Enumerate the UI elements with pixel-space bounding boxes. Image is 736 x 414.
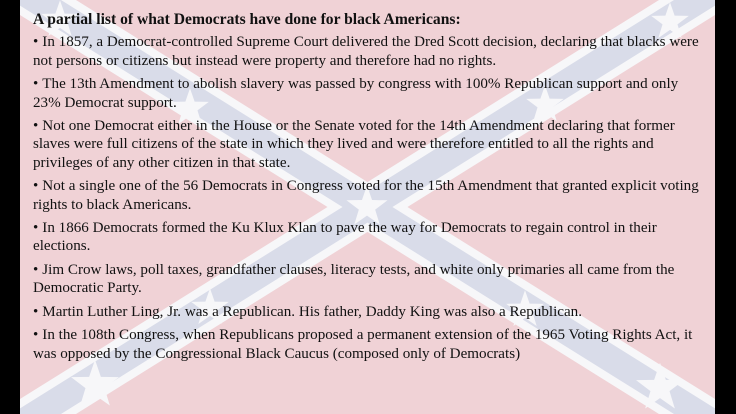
bullet-item (33, 33, 705, 70)
bullet-dot-icon: • (33, 34, 39, 51)
bullet-text: In 1857, a Democrat-controlled Supreme Court delivered the Dred Scott decision, declaring that blacks were not persons or citizens but instead were property and therefore had no rights. (33, 34, 699, 69)
bullet-item (33, 326, 705, 363)
bullet-text: The 13th Amendment to abolish slavery was passed by congress with 100% Republican support and only 23% Democrat support. (33, 76, 679, 111)
bullet-dot-icon: • (33, 118, 39, 135)
bullet-dot-icon: • (33, 303, 39, 320)
bullet-item (33, 75, 705, 112)
bullet-list (33, 33, 705, 363)
bullet-text: In 1866 Democrats formed the Ku Klux Klan to pave the way for Democrats to regain control in their elections. (33, 220, 657, 255)
bullet-text: Martin Luther Ling, Jr. was a Republican. His father, Daddy King was also a Republican. (42, 303, 583, 320)
bullet-text: Jim Crow laws, poll taxes, grandfather clauses, literacy tests, and white only primaries all came from the Democratic Party. (33, 261, 675, 297)
bullet-text: Not a single one of the 56 Democrats in Congress voted for the 15th Amendment that granted explicit voting rights to black Americans. (33, 178, 699, 213)
bullet-dot-icon: • (33, 178, 39, 195)
bullet-dot-icon: • (33, 327, 39, 344)
slide-content (33, 11, 705, 368)
bullet-item (33, 177, 705, 214)
bullet-item (33, 219, 705, 256)
bullet-text: In the 108th Congress, when Republicans proposed a permanent extension of the 1965 Voting Rights Act, it was opposed by the Congressional Black Caucus (composed only of Democrats) (33, 327, 693, 362)
bullet-text: Not one Democrat either in the House or the Senate voted for the 14th Amendment declaring that former slaves were full citizens of the state in which they lived and were therefore entitled to all the rights and privileges of any other citizen in that state. (33, 118, 675, 171)
bullet-item (33, 303, 705, 321)
bullet-item (33, 261, 705, 298)
bullet-dot-icon: • (33, 220, 39, 237)
slide-heading: A partial list of what Democrats have done for black Americans: (33, 11, 461, 28)
bullet-dot-icon: • (33, 261, 39, 278)
bullet-item (33, 117, 705, 172)
bullet-dot-icon: • (33, 76, 39, 93)
slide (20, 0, 715, 414)
